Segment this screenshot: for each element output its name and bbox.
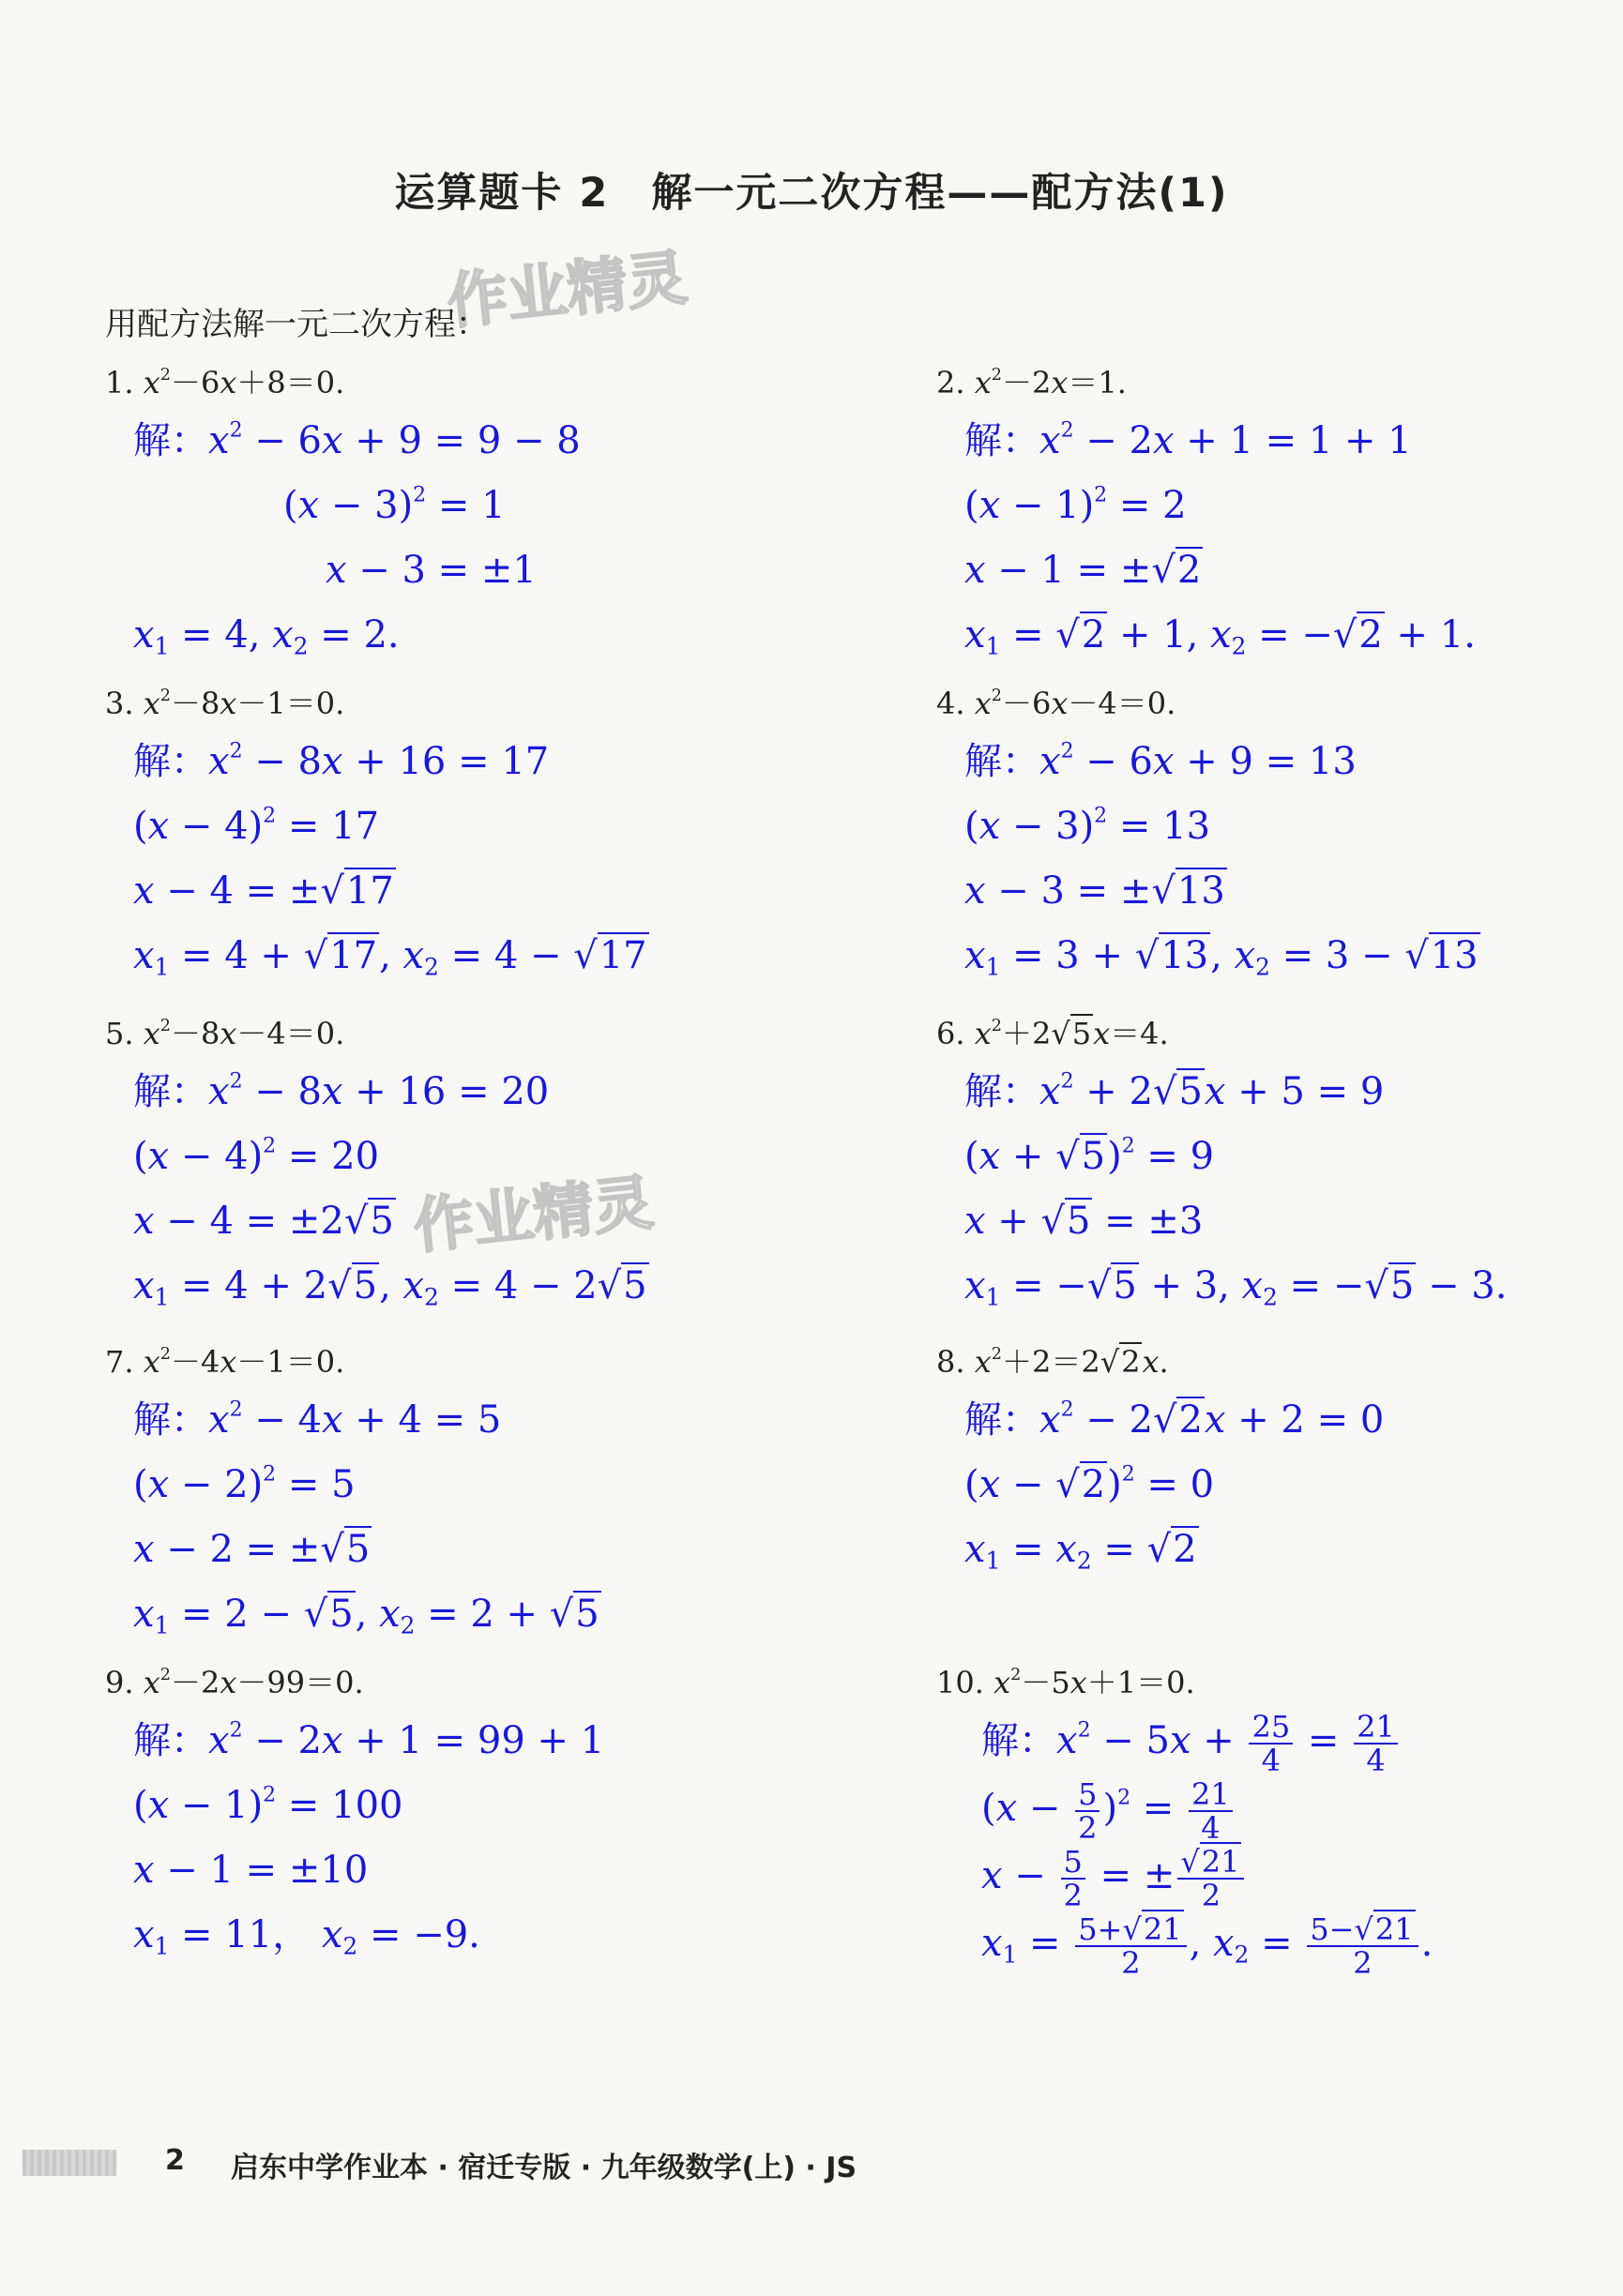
solution-step: $(x - 4)^2 = 20$ — [133, 1134, 380, 1178]
handwritten-solution — [105, 1709, 874, 1968]
solution-step: (x − $\frac{5}{2}$ )$^2$ = $\frac{21}{4}$ — [981, 1776, 1623, 1844]
book-title: 启东中学作业本 · 宿迁专版 · 九年级数学(上) · JS — [231, 2152, 857, 2184]
watermark: 作业精灵 — [410, 1168, 657, 1263]
handwritten-solution — [936, 730, 1623, 989]
solution-step: $x_1 = 2 - √5$, $x_2 = 2 + √5$ — [133, 1593, 599, 1639]
solution-step: 解：$x^2 - 8x + 16 = 20$ — [133, 1069, 550, 1113]
problem-2 — [936, 364, 1623, 668]
solution-step: $(x - 3)^2 = 13$ — [964, 804, 1211, 848]
solution-step: 解：$x^2 - 2√2x + 2 = 0$ — [964, 1397, 1385, 1442]
problem-stem: 10. $x^2-5x+1=0$. — [936, 1665, 1195, 1700]
solution-step: x − 3 = ±√13 — [964, 869, 1225, 913]
solution-step: x − 1 = ±√2 — [964, 549, 1202, 592]
solution-step: 解：$x^2 - 6x + 9 = 9 - 8$ — [133, 418, 581, 462]
solution-step: $x_1 = 4 + 2√5$, $x_2 = 4 - 2√5$ — [133, 1264, 647, 1311]
problem-6 — [936, 1015, 1623, 1319]
watermark: 作业精灵 — [444, 243, 690, 339]
solution-step: $(x - 1)^2 = 2$ — [964, 483, 1187, 527]
solution-step: $(x - 3)^2 = 1$ — [283, 483, 506, 527]
solution-step: 解：$x^2 - 6x + 9 = 13$ — [964, 739, 1357, 783]
footer-decoration — [23, 2150, 116, 2176]
problem-stem: 6. $x^2+2√5x=4$. — [936, 1016, 1169, 1051]
handwritten-solution — [936, 1709, 1623, 1979]
solution-step: 解：$x^2 - 4x + 4 = 5$ — [133, 1397, 502, 1442]
solution-step: $x_1 = 4$, $x_2 = 2$. — [133, 613, 400, 660]
solution-step: 解：$x^2 - 8x + 16 = 17$ — [133, 739, 550, 783]
problem-stem: 5. $x^2-8x-4=0$. — [105, 1016, 345, 1051]
solution-step: x − 4 = ±2√5 — [133, 1200, 394, 1243]
problem-10 — [936, 1664, 1623, 1979]
solution-step: 解：$x^2 - 5x$ + $\frac{25}{4}$ = $\frac{21}{4}$ — [981, 1709, 1623, 1776]
problem-4 — [936, 685, 1623, 989]
problem-7 — [105, 1343, 874, 1647]
problem-stem: 2. $x^2-2x=1$. — [936, 365, 1127, 400]
solution-step: x − 4 = ±√17 — [133, 869, 394, 913]
instruction: 用配方法解一元二次方程： — [105, 306, 488, 343]
solution-step: x − $\frac{5}{2}$ = ± $\frac{√21}{2}$ — [981, 1844, 1623, 1911]
handwritten-solution — [936, 409, 1623, 668]
handwritten-solution — [105, 730, 874, 989]
solution-step: x + √5 = ±3 — [964, 1200, 1204, 1243]
problem-5 — [105, 1015, 874, 1319]
solution-step: $(x - 4)^2 = 17$ — [133, 804, 380, 848]
handwritten-solution — [936, 1060, 1623, 1319]
solution-step: 解：$x^2 - 2x + 1 = 99 + 1$ — [133, 1718, 605, 1762]
problem-stem: 1. $x^2-6x+8=0$. — [105, 365, 345, 400]
page-title: 运算题卡 2 解一元二次方程——配方法(1) — [394, 170, 1229, 217]
solution-step: $x_1 = 3 + √13$, $x_2 = 3 - √13$ — [964, 934, 1479, 981]
problem-stem: 4. $x^2-6x-4=0$. — [936, 686, 1176, 721]
handwritten-solution — [936, 1388, 1623, 1582]
solution-step: $(x - 1)^2 = 100$ — [133, 1783, 403, 1827]
solution-step: x − 3 = ±1 — [326, 549, 537, 592]
problem-1 — [105, 364, 874, 668]
solution-step: $x_1 = √2 + 1$, $x_2 = -√2 + 1$. — [964, 613, 1476, 660]
solution-step: x − 1 = ±10 — [133, 1849, 369, 1892]
solution-step: $x_1 = -√5 + 3$, $x_2 = -√5 - 3$. — [964, 1264, 1508, 1311]
solution-step: $x_1 = 4 + √17$, $x_2 = 4 - √17$ — [133, 934, 647, 981]
solution-step: $x_1 = x_2 = √2$ — [964, 1528, 1197, 1575]
handwritten-solution — [105, 1388, 874, 1647]
problem-9 — [105, 1664, 874, 1968]
problem-8 — [936, 1343, 1623, 1582]
problem-stem: 3. $x^2-8x-1=0$. — [105, 686, 345, 721]
problem-3 — [105, 685, 874, 989]
solution-step: x − 2 = ±√5 — [133, 1528, 371, 1571]
problem-stem: 9. $x^2-2x-99=0$. — [105, 1665, 364, 1700]
solution-step: $x_1 = 11$， $x_2 = -9$. — [133, 1913, 480, 1960]
solution-step: $(x - 2)^2 = 5$ — [133, 1462, 356, 1506]
solution-step: $x_1$ = $\frac{5+√21}{2}$ , $x_2$ = $\frac{5-√21}{2}$ . — [981, 1911, 1433, 1981]
solution-step: 解：$x^2 + 2√5x + 5 = 9$ — [964, 1069, 1385, 1113]
problem-stem: 7. $x^2-4x-1=0$. — [105, 1344, 345, 1380]
handwritten-solution — [105, 409, 874, 668]
page-number: 2 — [165, 2144, 185, 2177]
handwritten-solution — [105, 1060, 874, 1319]
problem-stem: 8. $x^2+2=2√2x$. — [936, 1344, 1169, 1380]
solution-step: 解：$x^2 - 2x + 1 = 1 + 1$ — [964, 418, 1412, 462]
solution-step: $(x + √5)^2 = 9$ — [964, 1134, 1215, 1178]
solution-step: $(x - √2)^2 = 0$ — [964, 1462, 1215, 1506]
